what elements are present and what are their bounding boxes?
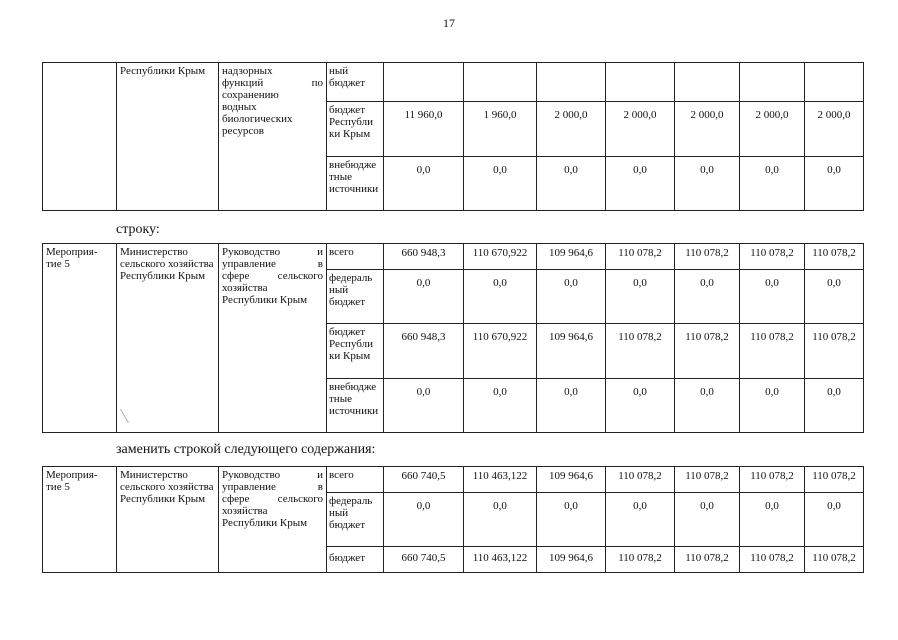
table3-description-line: управление в: [222, 481, 323, 493]
table2-cell: 110 078,2: [740, 244, 805, 270]
table3-cell: 110 078,2: [740, 547, 805, 573]
table1-source: бюджет Республи ки Крым: [327, 102, 384, 157]
table1-cell: 2 000,0: [675, 102, 740, 157]
table2-cell: 110 078,2: [606, 244, 675, 270]
table2-executor: Министерство сельского хозяйства Республики Крым: [117, 244, 219, 433]
table2-cell: 110 078,2: [675, 244, 740, 270]
table1-description-line: водных: [222, 101, 257, 113]
table2-cell: 0,0: [384, 379, 464, 433]
table2-source: бюджет Республи ки Крым: [327, 324, 384, 379]
table2-cell: 0,0: [464, 379, 537, 433]
table1-cell: [606, 63, 675, 102]
table1-cell: 0,0: [740, 157, 805, 211]
table3-description-line: Руководство и: [222, 469, 323, 481]
table1-cell: 2 000,0: [606, 102, 675, 157]
table3-cell: 0,0: [464, 493, 537, 547]
table2-cell: 660 948,3: [384, 244, 464, 270]
table2-cell: 0,0: [537, 270, 606, 324]
table3-cell: 109 964,6: [537, 467, 606, 493]
table3-cell: 660 740,5: [384, 547, 464, 573]
table3-cell: 660 740,5: [384, 467, 464, 493]
table3-cell: 110 078,2: [675, 467, 740, 493]
table2-cell: 110 078,2: [805, 324, 864, 379]
table2-cell: 110 078,2: [675, 324, 740, 379]
table1-cell: 0,0: [537, 157, 606, 211]
table3-activity: Мероприя- тие 5: [43, 467, 117, 573]
table2-cell: 110 078,2: [805, 244, 864, 270]
table1-description-line: функций по: [222, 77, 323, 89]
table1-cell: [384, 63, 464, 102]
table1-description-line: сохранению: [222, 89, 279, 101]
table-continuation: [42, 62, 864, 211]
table3-cell: 110 078,2: [606, 547, 675, 573]
table2-cell: 110 670,922: [464, 324, 537, 379]
table3-source: всего: [327, 467, 384, 493]
table3-cell: 110 078,2: [606, 467, 675, 493]
table3-cell: 110 463,122: [464, 547, 537, 573]
table2-cell: 110 670,922: [464, 244, 537, 270]
table3-cell: 0,0: [606, 493, 675, 547]
table1-description-line: ресурсов: [222, 125, 264, 137]
table1-cell: 0,0: [675, 157, 740, 211]
table2-source: внебюдже тные источники: [327, 379, 384, 433]
table1-cell: [464, 63, 537, 102]
table1-executor: Республики Крым: [117, 63, 219, 211]
table3-description-line: сфере сельского: [222, 493, 323, 505]
table3-cell: 110 078,2: [740, 467, 805, 493]
table1-cell: [537, 63, 606, 102]
table2-activity: Мероприя- тие 5: [43, 244, 117, 433]
table1-cell: [675, 63, 740, 102]
table2-description-line: Республики Крым: [222, 294, 308, 306]
table1-source: внебюдже тные источники: [327, 157, 384, 211]
table3-description-line: хозяйства: [222, 505, 268, 517]
table2-cell: 0,0: [805, 379, 864, 433]
table2-description-line: управление в: [222, 258, 323, 270]
table2-cell: 0,0: [805, 270, 864, 324]
table2-cell: 109 964,6: [537, 324, 606, 379]
table2-cell: 109 964,6: [537, 244, 606, 270]
table1-description: [219, 63, 327, 211]
table1-cell: [740, 63, 805, 102]
table1-cell: 11 960,0: [384, 102, 464, 157]
table1-cell: 1 960,0: [464, 102, 537, 157]
table3-cell: 0,0: [537, 493, 606, 547]
table3-description: [219, 467, 327, 573]
table2-description-line: Руководство и: [222, 246, 323, 258]
table1-description-line: биологических: [222, 113, 293, 125]
table1-description-line: надзорных: [222, 65, 273, 77]
table2-cell: 110 078,2: [740, 324, 805, 379]
table3-source: бюджет: [327, 547, 384, 573]
table2-cell: 0,0: [606, 270, 675, 324]
table1-cell: 2 000,0: [805, 102, 864, 157]
table2-description: [219, 244, 327, 433]
table2-cell: 0,0: [740, 379, 805, 433]
table-old-row: [42, 243, 864, 433]
table-new-row: [42, 466, 864, 573]
table3-cell: 109 964,6: [537, 547, 606, 573]
table2-cell: 0,0: [606, 379, 675, 433]
page-number: 17: [443, 16, 455, 30]
table1-cell: 2 000,0: [537, 102, 606, 157]
table3-description-line: Республики Крым: [222, 517, 308, 529]
table3-executor: Министерство сельского хозяйства Республики Крым: [117, 467, 219, 573]
table1-cell: 0,0: [606, 157, 675, 211]
table1-cell: 0,0: [384, 157, 464, 211]
table2-cell: 0,0: [740, 270, 805, 324]
table2-cell: 0,0: [675, 270, 740, 324]
table2-description-line: хозяйства: [222, 282, 268, 294]
table2-cell: 0,0: [384, 270, 464, 324]
table3-source: федераль ный бюджет: [327, 493, 384, 547]
table1-cell: 0,0: [805, 157, 864, 211]
table3-cell: 110 078,2: [805, 547, 864, 573]
table2-source: всего: [327, 244, 384, 270]
table1-cell: 2 000,0: [740, 102, 805, 157]
caption-replace: заменить строкой следующего содержания:: [116, 442, 376, 457]
table3-cell: 0,0: [740, 493, 805, 547]
table3-cell: 110 078,2: [675, 547, 740, 573]
table1-cell: [805, 63, 864, 102]
table2-cell: 110 078,2: [606, 324, 675, 379]
table3-cell: 110 463,122: [464, 467, 537, 493]
table1-cell: 0,0: [464, 157, 537, 211]
table1-source: ный бюджет: [327, 63, 384, 102]
table2-cell: 0,0: [464, 270, 537, 324]
table2-cell: 0,0: [537, 379, 606, 433]
table3-cell: 0,0: [805, 493, 864, 547]
table2-description-line: сфере сельского: [222, 270, 323, 282]
caption-row: строку:: [116, 222, 160, 237]
table2-source: федераль ный бюджет: [327, 270, 384, 324]
table3-cell: 110 078,2: [805, 467, 864, 493]
table2-cell: 0,0: [675, 379, 740, 433]
table2-cell: 660 948,3: [384, 324, 464, 379]
table3-cell: 0,0: [675, 493, 740, 547]
table1-col1: [43, 63, 117, 211]
table3-cell: 0,0: [384, 493, 464, 547]
